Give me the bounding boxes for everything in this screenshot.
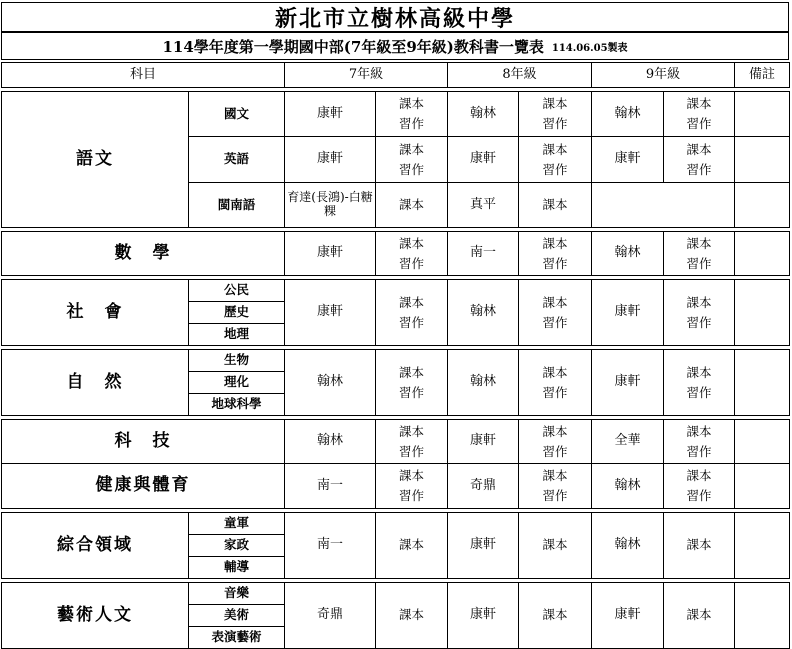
publisher-english-g8: 康軒 bbox=[448, 137, 519, 183]
publisher-english-g7: 康軒 bbox=[285, 137, 376, 183]
remark-cell bbox=[735, 183, 790, 228]
remark-cell bbox=[735, 232, 790, 276]
subsubject-fineart: 美術 bbox=[189, 605, 285, 627]
type-workbook: 習作 bbox=[686, 161, 712, 177]
type-workbook: 習作 bbox=[399, 116, 425, 131]
type-textbook: 課本 bbox=[542, 468, 568, 483]
remark-cell bbox=[735, 513, 790, 579]
type-textbook: 課本 bbox=[399, 364, 425, 380]
publisher-health-g8: 奇鼎 bbox=[448, 464, 519, 509]
type-workbook: 習作 bbox=[686, 255, 712, 271]
type-textbook: 課本 bbox=[686, 235, 712, 251]
remark-cell bbox=[735, 420, 790, 464]
table-row bbox=[2, 583, 790, 605]
remark-cell bbox=[735, 280, 790, 346]
type-textbook: 課本 bbox=[399, 141, 425, 157]
textbook-table bbox=[1, 62, 790, 649]
type-textbook: 課本 bbox=[664, 583, 735, 649]
type-textbook: 課本 bbox=[376, 513, 448, 579]
type-textbook: 課本 bbox=[686, 423, 712, 439]
subsubject-home: 家政 bbox=[189, 535, 285, 557]
publisher-chinese-g9: 翰林 bbox=[592, 92, 664, 137]
publisher-integ-g8: 康軒 bbox=[448, 513, 519, 579]
type-workbook: 習作 bbox=[399, 443, 425, 459]
header-grade-8: 8年級 bbox=[448, 63, 592, 88]
type-textbook: 課本 bbox=[686, 96, 712, 111]
subject-math: 數 學 bbox=[2, 232, 285, 276]
remark-cell bbox=[735, 137, 790, 183]
subsubject-counsel: 輔導 bbox=[189, 557, 285, 579]
subsubject-earth: 地球科學 bbox=[189, 394, 285, 416]
type-workbook: 習作 bbox=[399, 384, 425, 400]
subject-health: 健康與體育 bbox=[2, 464, 285, 509]
type-textbook: 課本 bbox=[542, 423, 568, 439]
type-workbook: 習作 bbox=[399, 314, 425, 330]
publisher-english-g9: 康軒 bbox=[592, 137, 664, 183]
publisher-minnan-g8: 真平 bbox=[448, 183, 519, 228]
school-name: 新北市立樹林高級中學 bbox=[1, 2, 789, 32]
table-subtitle bbox=[1, 32, 789, 60]
subsubject-chinese: 國文 bbox=[189, 92, 285, 137]
type-workbook: 習作 bbox=[542, 116, 568, 131]
type-workbook: 習作 bbox=[686, 116, 712, 131]
subject-arts: 藝術人文 bbox=[2, 583, 189, 649]
subsubject-geography: 地理 bbox=[189, 324, 285, 346]
publisher-social-g7: 康軒 bbox=[285, 280, 376, 346]
publisher-health-g7: 南一 bbox=[285, 464, 376, 509]
subsubject-history: 歷史 bbox=[189, 302, 285, 324]
remark-cell bbox=[735, 464, 790, 509]
header-grade-7: 7年級 bbox=[285, 63, 448, 88]
header-subject: 科目 bbox=[2, 63, 285, 88]
type-textbook: 課本 bbox=[664, 513, 735, 579]
type-textbook: 課本 bbox=[519, 513, 592, 579]
type-textbook: 課本 bbox=[542, 141, 568, 157]
subsubject-physchem: 理化 bbox=[189, 372, 285, 394]
type-textbook: 課本 bbox=[542, 364, 568, 380]
publisher-chinese-g7: 康軒 bbox=[285, 92, 376, 137]
publisher-arts-g8: 康軒 bbox=[448, 583, 519, 649]
publisher-arts-g7: 奇鼎 bbox=[285, 583, 376, 649]
table-row bbox=[2, 513, 790, 535]
type-textbook: 課本 bbox=[686, 468, 712, 483]
type-textbook: 課本 bbox=[399, 294, 425, 310]
publisher-math-g8: 南一 bbox=[448, 232, 519, 276]
publisher-social-g8: 翰林 bbox=[448, 280, 519, 346]
subject-social: 社 會 bbox=[2, 280, 189, 346]
empty-cell bbox=[592, 183, 735, 228]
type-textbook: 課本 bbox=[399, 235, 425, 251]
subject-integrated: 綜合領域 bbox=[2, 513, 189, 579]
publisher-tech-g7: 翰林 bbox=[285, 420, 376, 464]
publisher-minnan-g7: 育達(長鴻)-白糖粿 bbox=[285, 183, 376, 228]
table-row bbox=[2, 92, 790, 137]
publisher-math-g7: 康軒 bbox=[285, 232, 376, 276]
type-textbook: 課本 bbox=[542, 235, 568, 251]
remark-cell bbox=[735, 350, 790, 416]
type-workbook: 習作 bbox=[542, 161, 568, 177]
publisher-math-g9: 翰林 bbox=[592, 232, 664, 276]
publisher-social-g9: 康軒 bbox=[592, 280, 664, 346]
subject-nature: 自 然 bbox=[2, 350, 189, 416]
type-workbook: 習作 bbox=[686, 443, 712, 459]
remark-cell bbox=[735, 583, 790, 649]
remark-cell bbox=[735, 92, 790, 137]
publisher-nature-g7: 翰林 bbox=[285, 350, 376, 416]
subsubject-english: 英語 bbox=[189, 137, 285, 183]
publisher-integ-g9: 翰林 bbox=[592, 513, 664, 579]
type-textbook: 課本 bbox=[376, 583, 448, 649]
type-workbook: 習作 bbox=[542, 255, 568, 271]
type-workbook: 習作 bbox=[542, 488, 568, 503]
table-row bbox=[2, 464, 790, 509]
type-workbook: 習作 bbox=[399, 255, 425, 271]
type-workbook: 習作 bbox=[399, 161, 425, 177]
header-remark: 備註 bbox=[735, 63, 790, 88]
type-textbook: 課本 bbox=[399, 96, 425, 111]
made-date: 114.06.05製表 bbox=[551, 42, 628, 54]
subject-language: 語文 bbox=[2, 92, 189, 228]
type-textbook: 課本 bbox=[519, 583, 592, 649]
publisher-tech-g8: 康軒 bbox=[448, 420, 519, 464]
type-workbook: 習作 bbox=[686, 314, 712, 330]
type-workbook: 習作 bbox=[686, 384, 712, 400]
publisher-integ-g7: 南一 bbox=[285, 513, 376, 579]
publisher-nature-g8: 翰林 bbox=[448, 350, 519, 416]
type-textbook: 課本 bbox=[519, 183, 592, 228]
type-workbook: 習作 bbox=[542, 443, 568, 459]
table-row bbox=[2, 350, 790, 372]
table-row bbox=[2, 280, 790, 302]
table-row bbox=[2, 232, 790, 276]
type-workbook: 習作 bbox=[542, 384, 568, 400]
subsubject-music: 音樂 bbox=[189, 583, 285, 605]
type-textbook: 課本 bbox=[399, 423, 425, 439]
header-grade-9: 9年級 bbox=[592, 63, 735, 88]
type-workbook: 習作 bbox=[542, 314, 568, 330]
type-textbook: 課本 bbox=[376, 183, 448, 228]
subsubject-perform: 表演藝術 bbox=[189, 627, 285, 649]
publisher-chinese-g8: 翰林 bbox=[448, 92, 519, 137]
header-row bbox=[2, 63, 790, 88]
subject-tech: 科 技 bbox=[2, 420, 285, 464]
subtitle-text: 114學年度第一學期國中部(7年級至9年級)教科書一覽表 bbox=[162, 37, 544, 56]
subsubject-biology: 生物 bbox=[189, 350, 285, 372]
type-workbook: 習作 bbox=[399, 488, 425, 503]
type-textbook: 課本 bbox=[686, 141, 712, 157]
type-textbook: 課本 bbox=[686, 364, 712, 380]
subsubject-civics: 公民 bbox=[189, 280, 285, 302]
publisher-tech-g9: 全華 bbox=[592, 420, 664, 464]
subsubject-minnan: 閩南語 bbox=[189, 183, 285, 228]
publisher-arts-g9: 康軒 bbox=[592, 583, 664, 649]
type-textbook: 課本 bbox=[399, 468, 425, 483]
type-workbook: 習作 bbox=[686, 488, 712, 503]
subsubject-scout: 童軍 bbox=[189, 513, 285, 535]
type-textbook: 課本 bbox=[542, 294, 568, 310]
type-textbook: 課本 bbox=[542, 96, 568, 111]
publisher-nature-g9: 康軒 bbox=[592, 350, 664, 416]
table-row bbox=[2, 420, 790, 464]
publisher-health-g9: 翰林 bbox=[592, 464, 664, 509]
type-textbook: 課本 bbox=[686, 294, 712, 310]
